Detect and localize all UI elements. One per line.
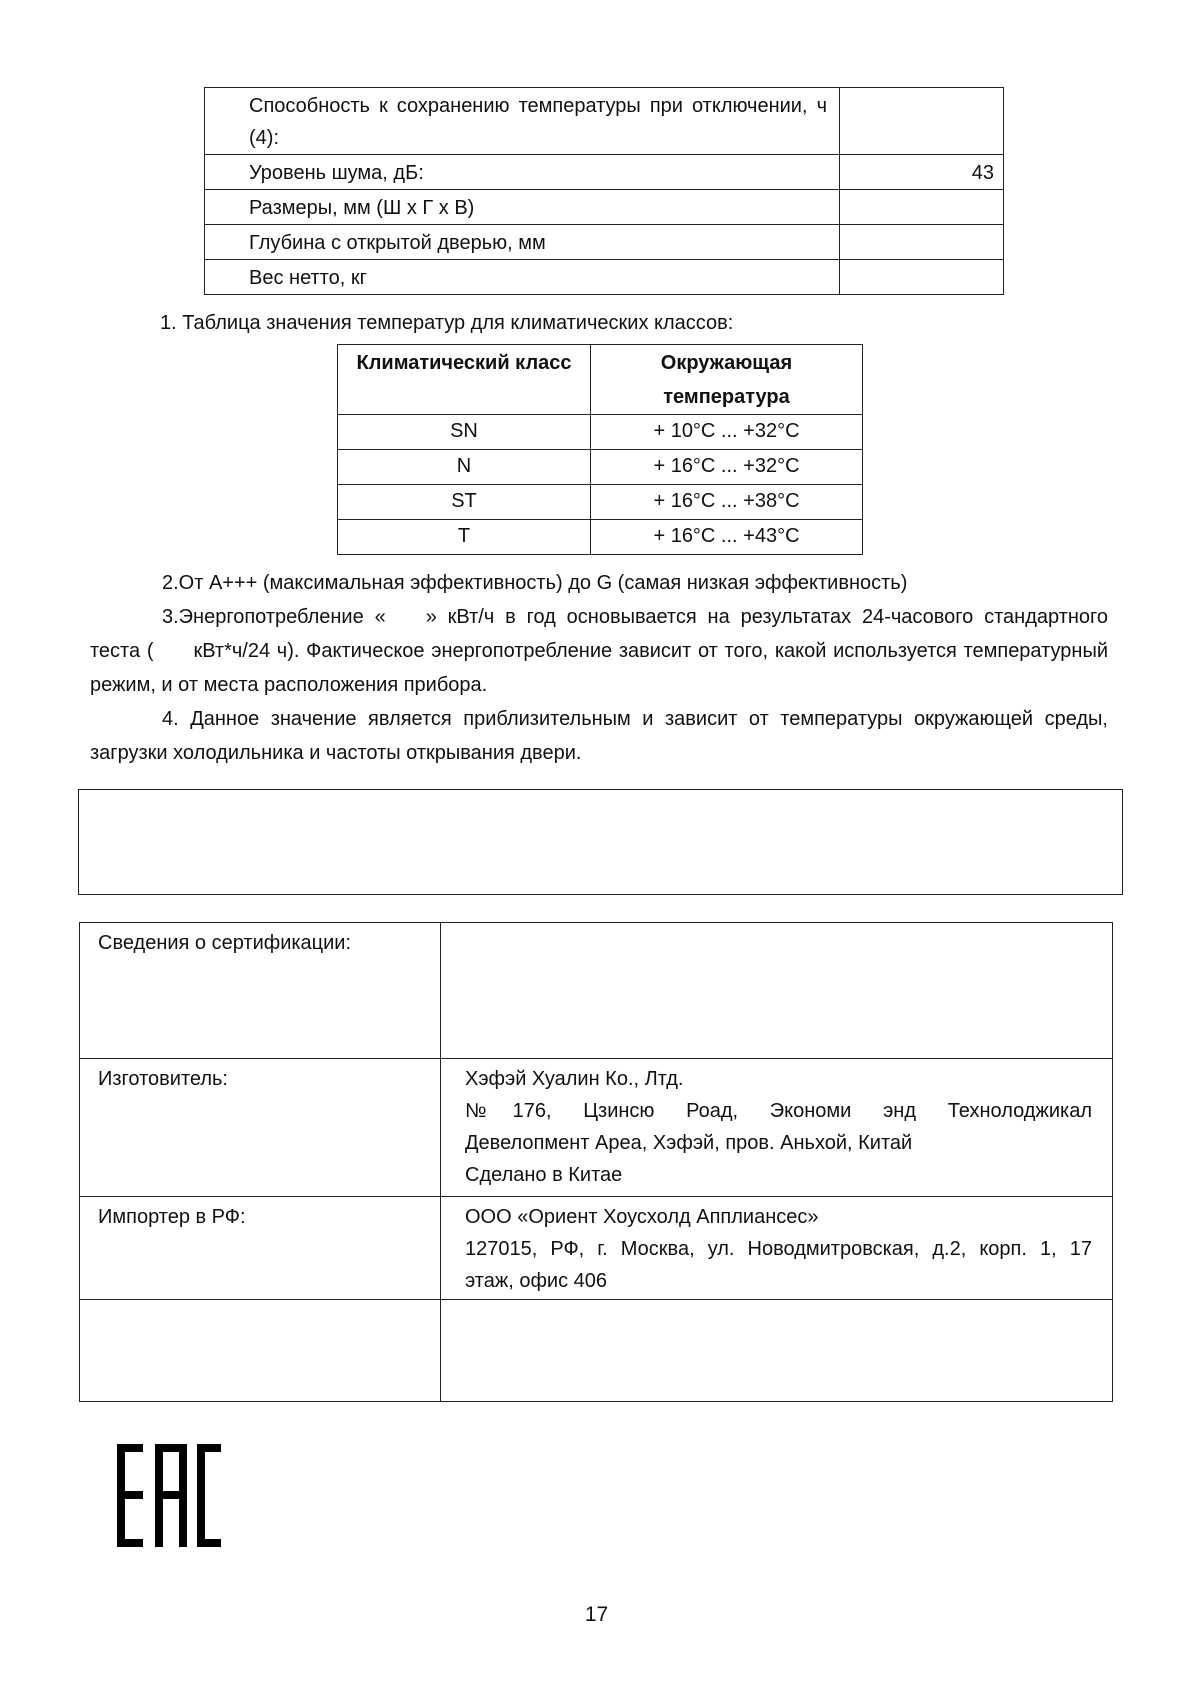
- spec-table: [204, 87, 1004, 295]
- importer-line: этаж, офис 406: [465, 1270, 607, 1292]
- importer-row: [80, 1197, 1113, 1300]
- climate-row: [338, 485, 863, 520]
- certification-table: [79, 922, 1113, 1402]
- spec-row: [205, 225, 1004, 260]
- cert-value: [441, 923, 1113, 1059]
- importer-line: ООО «Ориент Хоусхолд Апплиансес»: [465, 1206, 819, 1228]
- climate-class: ST: [338, 485, 591, 520]
- note-4: [90, 702, 1108, 770]
- importer-label: Импортер в РФ:: [80, 1197, 441, 1300]
- spec-label: Размеры, мм (Ш х Г х В): [205, 190, 840, 225]
- manufacturer-line: №176, Цзинсю Роад, Экономи энд Технолоджикал: [465, 1100, 1092, 1122]
- spec-value: 43: [840, 155, 1004, 190]
- spec-value: [840, 260, 1004, 295]
- spec-label: Глубина с открытой дверью, мм: [205, 225, 840, 260]
- climate-table-title: 1. Таблица значения температур для климатических классов:: [160, 312, 734, 334]
- climate-range: + 16°С ... +32°С: [591, 450, 863, 485]
- cert-label: Сведения о сертификации:: [80, 923, 441, 1059]
- climate-row: [338, 450, 863, 485]
- climate-range: + 10°С ... +32°С: [591, 415, 863, 450]
- manufacturer-line: Хэфэй Хуалин Ко., Лтд.: [465, 1068, 684, 1090]
- spec-label: Уровень шума, дБ:: [205, 155, 840, 190]
- climate-header-temperature: Окружающая температура: [591, 345, 863, 415]
- spec-row: [205, 88, 1004, 155]
- manufacturer-label: Изготовитель:: [80, 1059, 441, 1197]
- extra-label: [80, 1300, 441, 1402]
- climate-header-class: Климатический класс: [338, 345, 591, 415]
- note-3-text-b: » кВт/ч в год основывается на результатах 24-часового стандартного теста (: [90, 606, 1109, 662]
- climate-range: + 16°С ... +43°С: [591, 520, 863, 555]
- note-4-text: 4. Данное значение является приблизительным и зависит от температуры окружающей среды, загрузки холодильника и частоты открывания двери.: [90, 708, 1108, 764]
- importer-line: 127015, РФ, г. Москва, ул. Новодмитровская, д.2, корп. 1, 17: [465, 1238, 1092, 1260]
- manufacturer-line: Сделано в Китае: [465, 1164, 623, 1186]
- climate-header-row: [338, 345, 863, 415]
- manufacturer-line: Девелопмент Ареа, Хэфэй, пров. Аньхой, Китай: [465, 1132, 913, 1154]
- note-3: [90, 600, 1108, 702]
- spec-row: [205, 260, 1004, 295]
- climate-row: [338, 520, 863, 555]
- climate-table: [337, 344, 863, 555]
- spec-value: [840, 225, 1004, 260]
- note-2-text: 2.От А+++ (максимальная эффективность) до G (самая низкая эффективность): [162, 572, 908, 594]
- note-3-text-c: кВт*ч/24 ч). Фактическое энергопотребление зависит от того, какой используется температурный режим, и от места расположения прибора.: [90, 640, 1108, 696]
- spec-value: [840, 190, 1004, 225]
- extra-row: [80, 1300, 1113, 1402]
- climate-class: SN: [338, 415, 591, 450]
- manufacturer-value: [441, 1059, 1113, 1197]
- blank-info-box: [78, 789, 1123, 895]
- note-3-text-a: 3.Энергопотребление «: [162, 606, 386, 628]
- spec-value: [840, 88, 1004, 155]
- climate-class: N: [338, 450, 591, 485]
- importer-value: [441, 1197, 1113, 1300]
- note-2: [90, 566, 1108, 600]
- climate-row: [338, 415, 863, 450]
- extra-value: [441, 1300, 1113, 1402]
- spec-row: [205, 190, 1004, 225]
- spec-row: [205, 155, 1004, 190]
- manufacturer-row: [80, 1059, 1113, 1197]
- page-number: 17: [584, 1603, 609, 1626]
- climate-class: T: [338, 520, 591, 555]
- spec-label: Способность к сохранению температуры при отключении, ч (4):: [205, 88, 840, 155]
- spec-label: Вес нетто, кг: [205, 260, 840, 295]
- eac-logo-icon: [117, 1444, 221, 1547]
- climate-range: + 16°С ... +38°С: [591, 485, 863, 520]
- cert-row: [80, 923, 1113, 1059]
